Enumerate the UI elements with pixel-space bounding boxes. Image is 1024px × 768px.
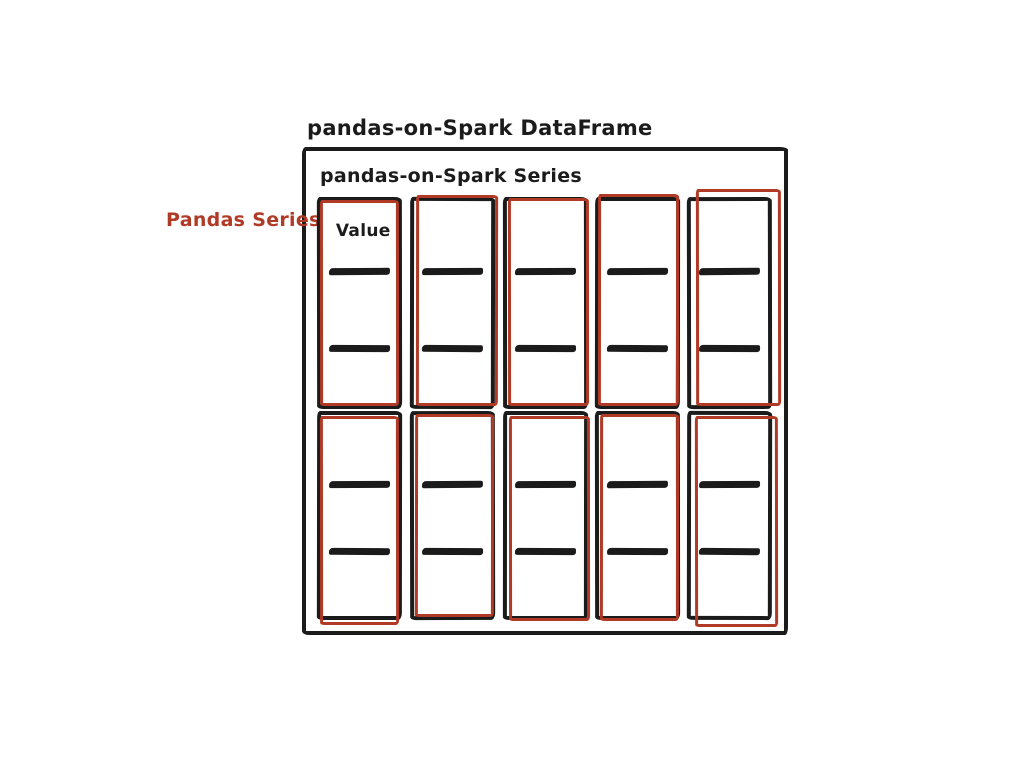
pandas-on-spark-series-label: pandas-on-Spark Series	[320, 165, 583, 187]
value-row-dash	[699, 268, 760, 275]
value-row-dash	[699, 345, 760, 352]
dataframe-title: pandas-on-Spark DataFrame	[307, 116, 653, 140]
series-partition-cell	[503, 411, 588, 620]
series-partition-cell	[687, 197, 772, 409]
value-row-dash	[422, 268, 483, 275]
series-partition-cell	[595, 197, 680, 409]
value-column-header: Value	[335, 220, 391, 242]
value-row-dash	[422, 548, 483, 555]
series-partition-cell	[410, 411, 495, 620]
value-row-dash	[607, 481, 668, 488]
value-row-dash	[422, 345, 483, 352]
series-partition-cell	[410, 197, 495, 409]
value-row-dash	[607, 345, 668, 352]
value-row-dash	[515, 345, 576, 352]
value-row-dash	[329, 548, 390, 555]
value-row-dash	[329, 345, 390, 352]
value-row-dash	[699, 548, 760, 555]
value-row-dash	[329, 268, 390, 275]
series-partition-cell	[317, 411, 402, 620]
value-row-dash	[607, 548, 668, 555]
series-partition-cell	[687, 411, 772, 620]
value-row-dash	[515, 268, 576, 275]
series-partition-cell	[503, 197, 588, 409]
pandas-series-label: Pandas Series	[166, 209, 321, 231]
value-row-dash	[515, 481, 576, 488]
value-row-dash	[515, 548, 576, 555]
value-row-dash	[607, 268, 668, 275]
series-partition-cell	[317, 197, 402, 409]
value-row-dash	[329, 481, 390, 488]
value-row-dash	[422, 481, 483, 488]
value-row-dash	[699, 481, 760, 488]
series-partition-cell	[595, 411, 680, 620]
